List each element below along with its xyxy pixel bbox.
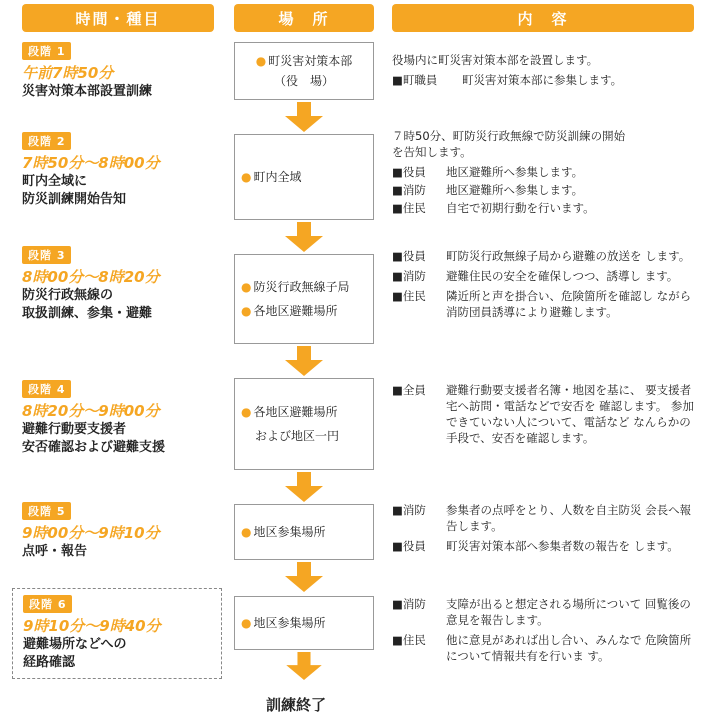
flow-arrow-icon — [285, 652, 323, 680]
flow-arrow-icon — [285, 346, 323, 376]
role-label: ■消防 — [392, 597, 426, 611]
content-5 — [392, 502, 702, 558]
bullet-icon: ● — [241, 280, 252, 294]
place-sub: および地区一円 — [255, 429, 340, 443]
place-label: 各地区避難場所 — [253, 405, 338, 419]
stage-name: 経路確認 — [23, 655, 76, 670]
place-box-6 — [234, 596, 374, 650]
content-entry — [392, 72, 702, 88]
place-box-2 — [234, 134, 374, 220]
stage-time: 午前7時50分 — [22, 64, 114, 82]
role-label: ■住民 — [392, 633, 426, 647]
bullet-icon: ● — [241, 616, 252, 630]
content-entry — [392, 288, 702, 320]
role-text: 町防災行政無線子局から避難の放送を します。 — [446, 249, 691, 263]
content-entry — [392, 596, 702, 628]
role-text: 避難住民の安全を確保しつつ、誘導し ます。 — [446, 269, 679, 283]
flow-arrow-icon — [285, 562, 323, 592]
stage-time: 8時00分～8時20分 — [22, 268, 160, 286]
stage-1 — [22, 40, 222, 101]
place-label: 町内全域 — [253, 170, 302, 184]
stage-3 — [22, 244, 222, 323]
place-sub: （役 場） — [273, 74, 334, 88]
stage-badge: 段階 6 — [23, 595, 72, 613]
content-line: ７時50分、町防災行政無線で防災訓練の開始 — [392, 129, 626, 143]
content-line: を告知します。 — [392, 145, 472, 159]
role-text: 参集者の点呼をとり、人数を自主防災 会長へ報告します。 — [446, 503, 692, 533]
content-entry — [392, 164, 702, 180]
stage-name: 安否確認および避難支援 — [22, 440, 166, 455]
stage-5 — [22, 500, 222, 561]
stage-name: 避難行動要支援者 — [22, 422, 127, 437]
flow-arrow-icon — [285, 472, 323, 502]
place-box-1 — [234, 42, 374, 100]
content-line: 役場内に町災害対策本部を設置します。 — [392, 53, 599, 67]
place-label: 町災害対策本部 — [268, 54, 353, 68]
role-text: 町災害対策本部へ参集者数の報告を します。 — [446, 539, 679, 553]
content-entry — [392, 200, 702, 216]
place-label: 地区参集場所 — [253, 525, 326, 539]
role-label: ■役員 — [392, 539, 426, 553]
bullet-icon: ● — [255, 54, 267, 68]
role-label: ■役員 — [392, 165, 426, 179]
place-box-4 — [234, 378, 374, 470]
role-text: 隣近所と声を掛合い、危険箇所を確認し ながら消防団員誘導により避難します。 — [446, 289, 692, 319]
stage-time: 7時50分～8時00分 — [22, 154, 160, 172]
bullet-icon: ● — [241, 525, 252, 539]
stage-time: 9時00分～9時10分 — [22, 524, 160, 542]
header-place: 場 所 — [234, 4, 374, 32]
stage-4 — [22, 378, 222, 457]
stage-6 — [12, 588, 222, 679]
content-entry — [392, 182, 702, 198]
role-label: ■住民 — [392, 289, 426, 303]
bullet-icon: ● — [241, 405, 252, 419]
content-entry — [392, 268, 702, 284]
stage-badge: 段階 4 — [22, 380, 71, 398]
role-text: 地区避難所へ参集します。 — [446, 183, 584, 197]
stage-badge: 段階 5 — [22, 502, 71, 520]
role-text: 支障が出ると想定される場所について 回覧後の意見を報告します。 — [446, 597, 691, 627]
stage-name: 防災訓練開始告知 — [22, 192, 127, 207]
stage-badge: 段階 3 — [22, 246, 71, 264]
role-text: 地区避難所へ参集します。 — [446, 165, 584, 179]
role-text: 自宅で初期行動を行います。 — [446, 201, 595, 215]
stage-name: 点呼・報告 — [22, 544, 88, 559]
place-label: 防災行政無線子局 — [253, 280, 350, 294]
header-content: 内 容 — [392, 4, 694, 32]
stage-time: 9時10分～9時40分 — [23, 617, 161, 635]
stage-name: 防災行政無線の — [22, 288, 114, 303]
content-4 — [392, 382, 702, 450]
role-label: ■消防 — [392, 503, 426, 517]
content-entry — [392, 632, 702, 664]
stage-name: 町内全域に — [22, 174, 88, 189]
place-label: 各地区避難場所 — [253, 304, 338, 318]
flow-arrow-icon — [285, 222, 323, 252]
stage-time: 8時20分～9時00分 — [22, 402, 160, 420]
role-text: 町災害対策本部に参集します。 — [462, 73, 623, 87]
role-text: 他に意見があれば出し合い、みんなで 危険箇所について情報共有を行いま す。 — [446, 633, 692, 663]
role-label: ■役員 — [392, 249, 426, 263]
place-box-5 — [234, 504, 374, 560]
content-6 — [392, 596, 702, 668]
bullet-icon: ● — [241, 304, 252, 318]
bullet-icon: ● — [241, 170, 252, 184]
stage-badge: 段階 1 — [22, 42, 71, 60]
content-2 — [392, 128, 702, 218]
role-label: ■町職員 — [392, 73, 438, 87]
training-end-label: 訓練終了 — [266, 696, 327, 714]
role-label: ■全員 — [392, 383, 426, 397]
header-time-type: 時間・種目 — [22, 4, 214, 32]
place-box-3 — [234, 254, 374, 344]
stage-name: 災害対策本部設置訓練 — [22, 84, 153, 99]
stage-name: 避難場所などへの — [23, 637, 127, 652]
place-label: 地区参集場所 — [253, 616, 326, 630]
content-entry — [392, 502, 702, 534]
role-label: ■住民 — [392, 201, 426, 215]
content-1 — [392, 52, 702, 92]
stage-name: 取扱訓練、参集・避難 — [22, 306, 153, 321]
role-text: 避難行動要支援者名簿・地図を基に、 要支援者宅へ訪問・電話などで安否を 確認します。 参加できていない人について、電話など なんらかの手段で、安否を確認します。 — [446, 383, 694, 445]
content-entry — [392, 248, 702, 264]
stage-badge: 段階 2 — [22, 132, 71, 150]
role-label: ■消防 — [392, 269, 426, 283]
content-3 — [392, 248, 702, 324]
role-label: ■消防 — [392, 183, 426, 197]
flow-arrow-icon — [285, 102, 323, 132]
content-entry — [392, 538, 702, 554]
content-entry — [392, 382, 702, 446]
stage-2 — [22, 130, 222, 209]
